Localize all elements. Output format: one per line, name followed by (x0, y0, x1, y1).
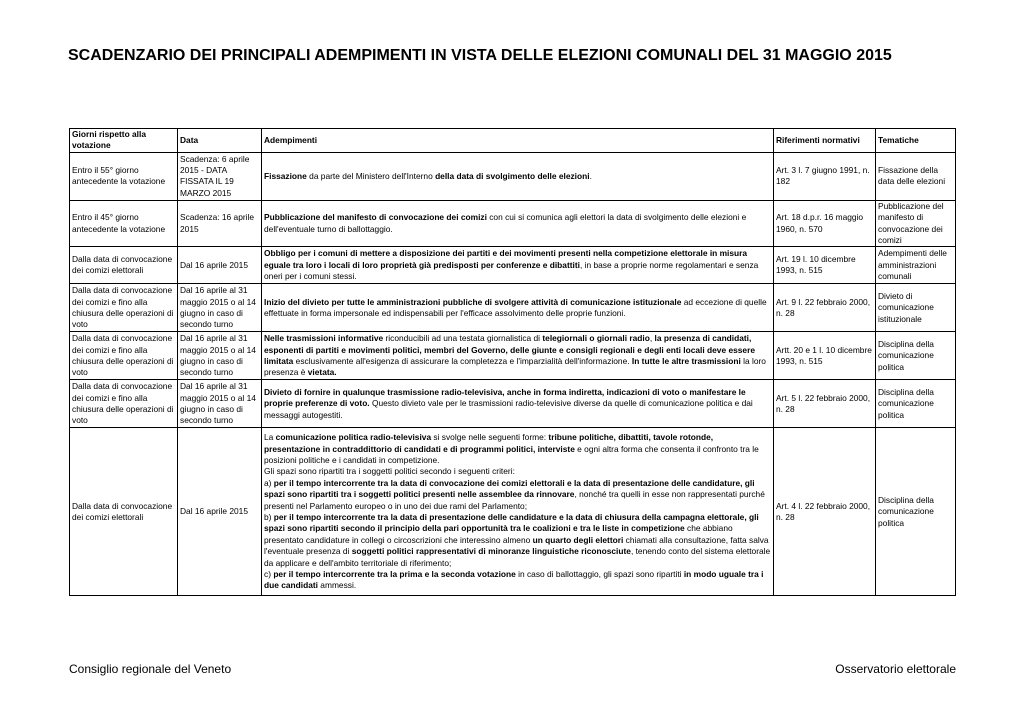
bold-text-segment: Divieto di fornire in qualunque trasmissione radio-televisiva, anche in forma indiretta, indicazioni di voto o manifestare le proprie preferenze di voto. (264, 386, 746, 409)
table-row (70, 247, 956, 284)
cell-riferimenti: Art. 9 l. 22 febbraio 2000, n. 28 (774, 284, 876, 332)
bold-text-segment: per il tempo intercorrente tra la data di convocazione dei comizi elettorali e la data di presentazione delle candidature, gli spazi sono ripartiti tra i soggetti politici presenti nelle assemblee da rinnovare (264, 477, 755, 500)
cell-tematiche: Divieto di comunicazione istituzionale (876, 284, 956, 332)
text-segment: ad eccezione di quelle effettuate in forma impersonale ed indispensabili per l'efficace assolvimento delle proprie funzioni. (264, 296, 767, 318)
cell-data: Dal 16 aprile 2015 (178, 428, 262, 596)
header-adempimenti: Adempimenti (262, 129, 774, 153)
cell-tematiche: Fissazione della data delle elezioni (876, 152, 956, 200)
header-giorni: Giorni rispetto alla votazione (70, 129, 178, 153)
text-segment: chiamati alla consultazione, fatta salva l'eventuale presenza di (264, 534, 769, 557)
schedule-table (69, 128, 956, 596)
cell-tematiche: Adempimenti delle amministrazioni comunali (876, 247, 956, 284)
text-segment: che abbiano presentato candidature in collegi o circoscrizioni che interessino almeno (264, 523, 733, 545)
header-riferimenti: Riferimenti normativi (774, 129, 876, 153)
cell-giorni: Dalla data di convocazione dei comizi e fino alla chiusura delle operazioni di voto (70, 332, 178, 380)
text-segment: la loro presenza è (264, 355, 766, 378)
bold-text-segment: un quarto degli elettori (532, 534, 624, 545)
bold-text-segment: la presenza di candidati, esponenti di partiti e movimenti politici, membri del Governo, delle giunte e consigli regionali e degli enti locali deve essere limitata (264, 333, 755, 366)
cell-giorni: Entro il 55° giorno antecedente la votazione (70, 152, 178, 200)
cell-adempimenti (262, 284, 774, 332)
bold-text-segment: Obbligo per i comuni di mettere a disposizione dei partiti e dei movimenti presenti nella competizione elettorale in misura eguale tra loro i locali di loro proprietà già predisposti per conferenze e dibattiti (264, 248, 748, 270)
cell-riferimenti: Art. 19 l. 10 dicembre 1993, n. 515 (774, 247, 876, 284)
bold-text-segment: per il tempo intercorrente tra la prima e la seconda votazione (273, 568, 516, 579)
table-row (70, 152, 956, 200)
text-segment: a) (264, 477, 274, 488)
cell-giorni: Dalla data di convocazione dei comizi elettorali (70, 428, 178, 596)
text-segment: Gli spazi sono ripartiti tra i soggetti politici secondo i seguenti criteri: (264, 466, 515, 477)
cell-data: Dal 16 aprile al 31 maggio 2015 o al 14 giugno in caso di secondo turno (178, 380, 262, 428)
cell-adempimenti (262, 428, 774, 596)
footer-organization: Consiglio regionale del Veneto (69, 662, 232, 676)
text-segment: ammessi. (317, 580, 357, 591)
cell-data: Dal 16 aprile 2015 (178, 247, 262, 284)
text-segment: riconducibili ad una testata giornalistica di (383, 333, 543, 344)
table-row (70, 284, 956, 332)
bold-text-segment: In tutte le altre trasmissioni (631, 355, 741, 366)
text-segment: , in base a proprie norme regolamentari e senza oneri per i comuni stessi. (264, 259, 759, 282)
text-segment: con cui si comunica agli elettori la data di svolgimento delle elezioni e dell'eventuale turno di ballottaggio. (264, 212, 747, 234)
text-segment: . (589, 170, 592, 181)
header-data: Data (178, 129, 262, 153)
bold-text-segment: della data di svolgimento delle elezioni (435, 170, 590, 181)
cell-data: Dal 16 aprile al 31 maggio 2015 o al 14 giugno in caso di secondo turno (178, 332, 262, 380)
cell-giorni: Dalla data di convocazione dei comizi elettorali (70, 247, 178, 284)
text-segment: La (264, 432, 276, 443)
text-segment: c) (264, 568, 274, 579)
cell-tematiche: Disciplina della comunicazione politica (876, 332, 956, 380)
bold-text-segment: Inizio del divieto per tutte le amministrazioni pubbliche di svolgere attività di comunicazione istituzionale (264, 296, 682, 307)
bold-text-segment: Nelle trasmissioni informative (264, 333, 384, 344)
cell-giorni: Dalla data di convocazione dei comizi e fino alla chiusura delle operazioni di voto (70, 284, 178, 332)
table-header-row (70, 129, 956, 153)
table-row (70, 380, 956, 428)
cell-riferimenti: Art. 3 l. 7 giugno 1991, n. 182 (774, 152, 876, 200)
text-segment: , tenendo conto del sistema elettorale da applicare e dell'ambito territoriale di riferimento; (264, 546, 771, 568)
table-row (70, 200, 956, 247)
text-segment: in caso di ballottaggio, gli spazi sono ripartiti (515, 568, 684, 579)
text-segment: esclusivamente all'esigenza di assicurare la completezza e l'imparzialità dell'informazione. (293, 355, 632, 366)
cell-data: Scadenza: 16 aprile 2015 (178, 200, 262, 247)
cell-data: Dal 16 aprile al 31 maggio 2015 o al 14 giugno in caso di secondo turno (178, 284, 262, 332)
bold-text-segment: comunicazione politica radio-televisiva (275, 432, 432, 443)
bold-text-segment: telegiornali o giornali radio (542, 333, 650, 344)
cell-riferimenti: Art. 5 l. 22 febbraio 2000, n. 28 (774, 380, 876, 428)
cell-giorni: Dalla data di convocazione dei comizi e fino alla chiusura delle operazioni di voto (70, 380, 178, 428)
bold-text-segment: tribune politiche, dibattiti, tavole rotonde, presentazione in contraddittorio di candidati e di programmi politici, interviste (264, 432, 714, 454)
cell-tematiche: Disciplina della comunicazione politica (876, 428, 956, 596)
header-tematiche: Tematiche (876, 129, 956, 153)
table-row (70, 428, 956, 596)
page-title: SCADENZARIO DEI PRINCIPALI ADEMPIMENTI IN VISTA DELLE ELEZIONI COMUNALI DEL 31 MAGGIO 2015 (68, 47, 892, 64)
cell-adempimenti (262, 332, 774, 380)
text-segment: b) (264, 511, 274, 522)
footer-section: Osservatorio elettorale (835, 662, 956, 676)
cell-riferimenti: Artt. 20 e 1 l. 10 dicembre 1993, n. 515 (774, 332, 876, 380)
text-segment: e ogni altra forma che consenta il confronto tra le posizioni politiche e i candidati in competizione. (264, 443, 759, 465)
table-row (70, 332, 956, 380)
text-segment: si svolge nelle seguenti forme: (431, 432, 549, 443)
cell-adempimenti (262, 380, 774, 428)
bold-text-segment: Pubblicazione del manifesto di convocazione dei comizi (264, 212, 487, 223)
bold-text-segment: vietata. (307, 367, 337, 378)
bold-text-segment: in modo uguale tra i due candidati (264, 568, 764, 591)
cell-riferimenti: Art. 4 l. 22 febbraio 2000, n. 28 (774, 428, 876, 596)
bold-text-segment: soggetti politici rappresentativi di minoranze linguistiche riconosciute (351, 546, 631, 557)
cell-tematiche: Disciplina della comunicazione politica (876, 380, 956, 428)
cell-data: Scadenza: 6 aprile 2015 - DATA FISSATA IL 19 MARZO 2015 (178, 152, 262, 200)
cell-riferimenti: Art. 18 d.p.r. 16 maggio 1960, n. 570 (774, 200, 876, 247)
cell-adempimenti (262, 200, 774, 247)
bold-text-segment: per il tempo intercorrente tra la data di presentazione delle candidature e la data di chiusura della campagna elettorale, gli spazi sono ripartiti secondo il principio della pari opportunità tra le coalizioni e tra le liste in competizione (264, 511, 759, 534)
cell-adempimenti (262, 152, 774, 200)
text-segment: , (649, 333, 655, 344)
text-segment: da parte del Ministero dell'Interno (306, 170, 436, 181)
text-segment: , nonché tra quelli in esse non rappresentati purché presenti nel Parlamento europeo o in uno dei due rami del Parlamento; (264, 489, 765, 511)
cell-tematiche: Pubblicazione del manifesto di convocazione dei comizi (876, 200, 956, 247)
text-segment: Questo divieto vale per le trasmissioni radio-televisive diverse da quelle di comunicazione politica e dai messaggi autogestiti. (264, 398, 753, 420)
cell-giorni: Entro il 45° giorno antecedente la votazione (70, 200, 178, 247)
cell-adempimenti (262, 247, 774, 284)
bold-text-segment: Fissazione (264, 170, 307, 181)
